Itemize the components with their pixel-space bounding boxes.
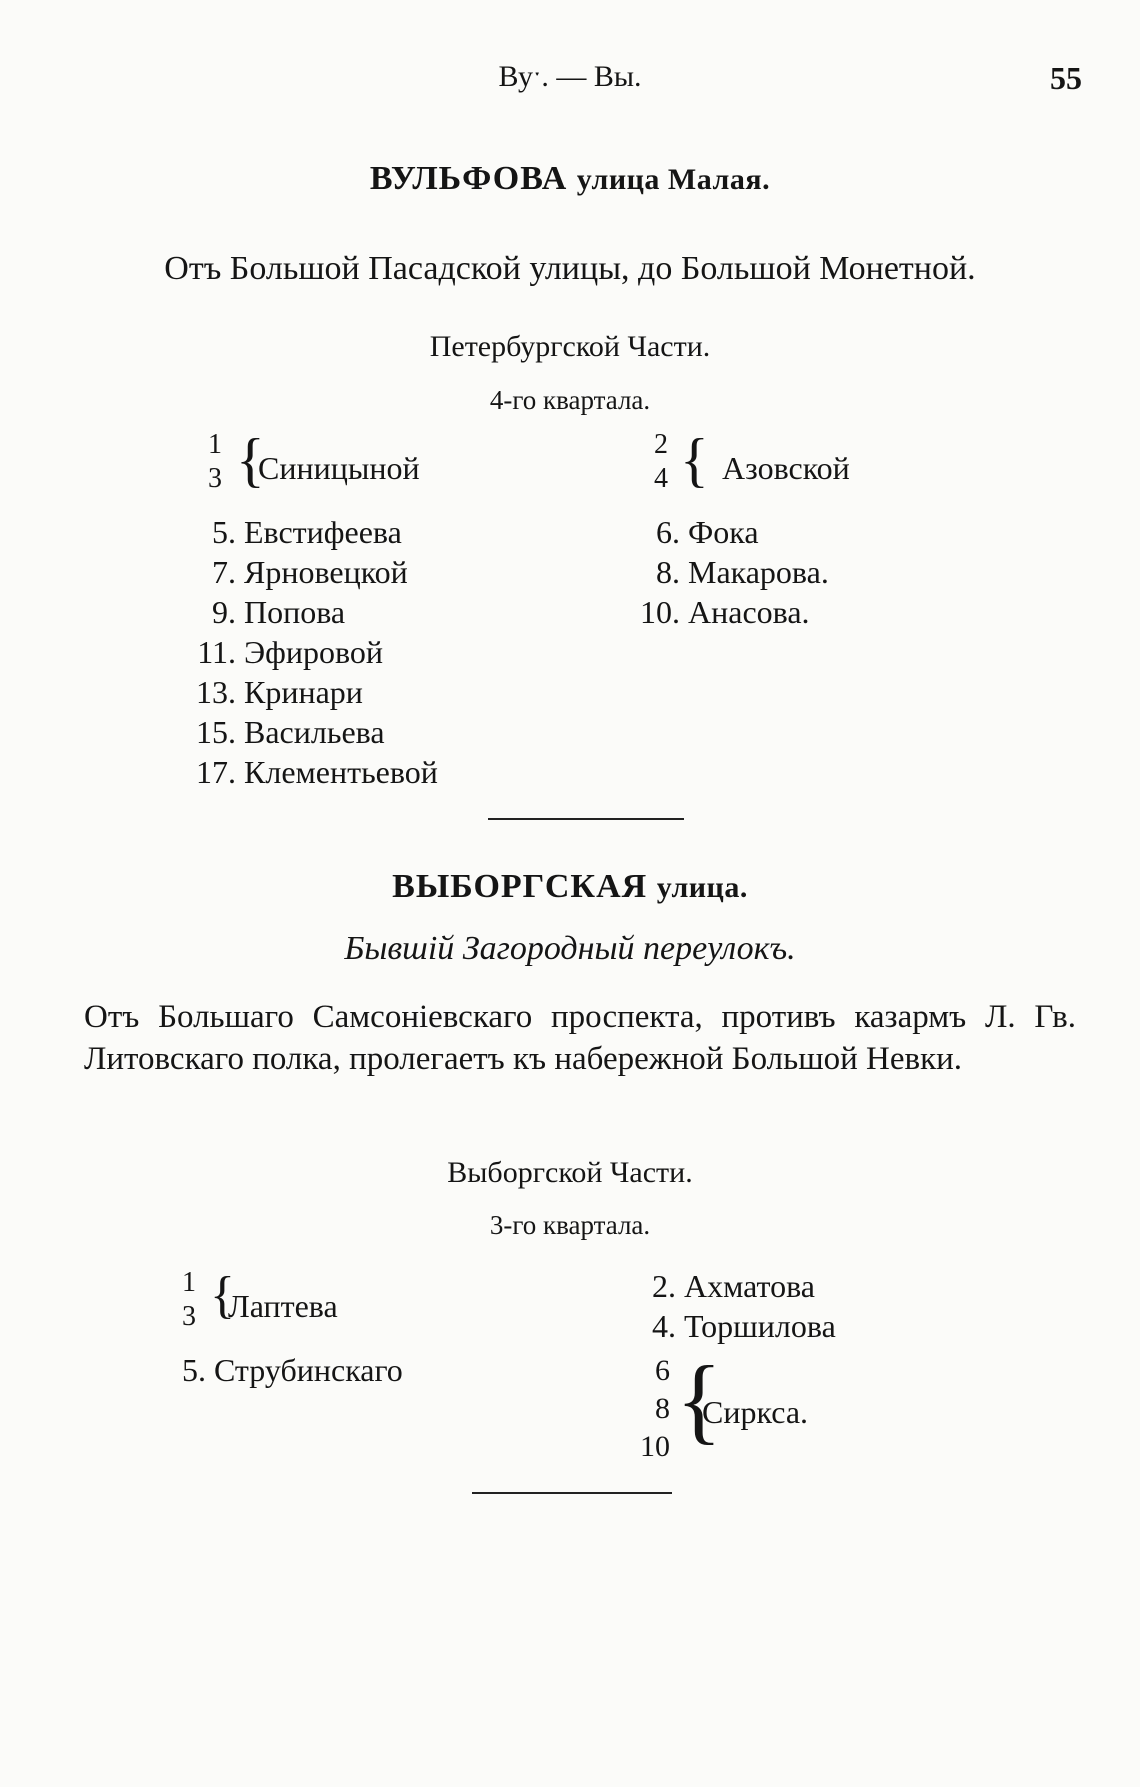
list-item (620, 512, 829, 552)
house-number: 11. (197, 634, 236, 670)
house-number: 5. (182, 1352, 206, 1388)
owner-name: Лаптева (228, 1288, 338, 1324)
left-house-list (176, 1350, 403, 1390)
brace-icon: { (236, 427, 265, 493)
page-number: 55 (1050, 60, 1082, 96)
owner-name: Ярновецкой (244, 554, 408, 590)
street-route: Отъ Большой Пасадской улицы, до Большой Монетной. (164, 250, 976, 287)
owner-name: Ахматова (684, 1268, 815, 1304)
street-name-bold: ВЫБОРГСКАЯ (392, 868, 648, 905)
right-house-list (632, 1266, 836, 1346)
house-number: 2 (654, 429, 668, 460)
list-item (176, 752, 438, 792)
district-quarter: 4-го квартала. (489, 385, 651, 415)
brace-icon: { (210, 1267, 235, 1324)
house-number: 1 (208, 429, 222, 460)
owner-name: Клементьевой (244, 754, 438, 790)
house-number: 7. (212, 554, 236, 590)
house-number: 2. (652, 1268, 676, 1304)
house-number: 15. (196, 714, 236, 750)
owner-name: Анасова. (688, 594, 810, 630)
house-number: 1 (182, 1267, 196, 1298)
list-item (176, 552, 438, 592)
list-item (176, 1350, 403, 1390)
owner-name: Фока (688, 514, 759, 550)
house-number: 8 (655, 1392, 670, 1425)
house-number: 17. (196, 754, 236, 790)
house-number: 13. (196, 674, 236, 710)
house-number-group (618, 1352, 670, 1466)
owner-name: Сиркса. (702, 1394, 809, 1430)
former-street-name: Бывшій Загородный переулокъ. (344, 930, 796, 967)
owner-name: Азовской (722, 450, 850, 486)
owner-name: Евстифеева (244, 514, 402, 550)
street-description: Отъ Большаго Самсоніевскаго проспекта, противъ казармъ Л. Гв. Литовскаго полка, пролегаетъ къ набережной Большой Невки. (84, 999, 1076, 1077)
district-part: Петербургской Части. (429, 330, 711, 363)
house-number: 9. (212, 594, 236, 630)
house-number: 4 (654, 463, 668, 494)
list-item (176, 712, 438, 752)
district-part: Выборгской Части. (447, 1156, 693, 1189)
section-divider (488, 818, 684, 820)
owner-name: Васильева (244, 714, 385, 750)
street-heading-1 (0, 160, 1140, 198)
owner-name: Попова (244, 594, 346, 630)
house-number-group (640, 428, 668, 496)
list-item (176, 592, 438, 632)
house-number: 6 (655, 1354, 670, 1387)
house-number-group (172, 1266, 196, 1334)
list-item (176, 632, 438, 672)
district-quarter: 3-го квартала. (489, 1210, 651, 1240)
house-number: 5. (212, 514, 236, 550)
brace-icon: { (680, 427, 709, 493)
street-type: улица Малая. (576, 163, 771, 196)
list-item (176, 512, 438, 552)
owner-name: Макарова. (688, 554, 829, 590)
owner-name: Торшилова (684, 1308, 836, 1344)
owner-name: Кринари (244, 674, 363, 710)
house-number: 8. (656, 554, 680, 590)
street-heading-2 (0, 868, 1140, 906)
owner-name: Струбинскаго (214, 1352, 403, 1388)
list-item (620, 592, 829, 632)
owner-name: Эфировой (244, 634, 383, 670)
house-number: 10. (640, 594, 680, 630)
list-item (176, 672, 438, 712)
running-head: Вуˑ. — Вы. (498, 60, 642, 93)
house-number-group (196, 428, 222, 496)
left-house-list (176, 512, 438, 792)
list-item (632, 1306, 836, 1346)
house-number: 10 (640, 1430, 670, 1463)
owner-name: Синицыной (258, 450, 420, 486)
house-number: 3 (182, 1301, 196, 1332)
street-type: улица. (656, 871, 748, 904)
section-divider (472, 1492, 672, 1494)
house-number: 6. (656, 514, 680, 550)
street-name-bold: ВУЛЬФОВА (369, 160, 568, 197)
house-number: 4. (652, 1308, 676, 1344)
brace-icon: { (676, 1346, 723, 1453)
list-item (632, 1266, 836, 1306)
house-number: 3 (208, 463, 222, 494)
right-house-list (620, 512, 829, 632)
list-item (620, 552, 829, 592)
